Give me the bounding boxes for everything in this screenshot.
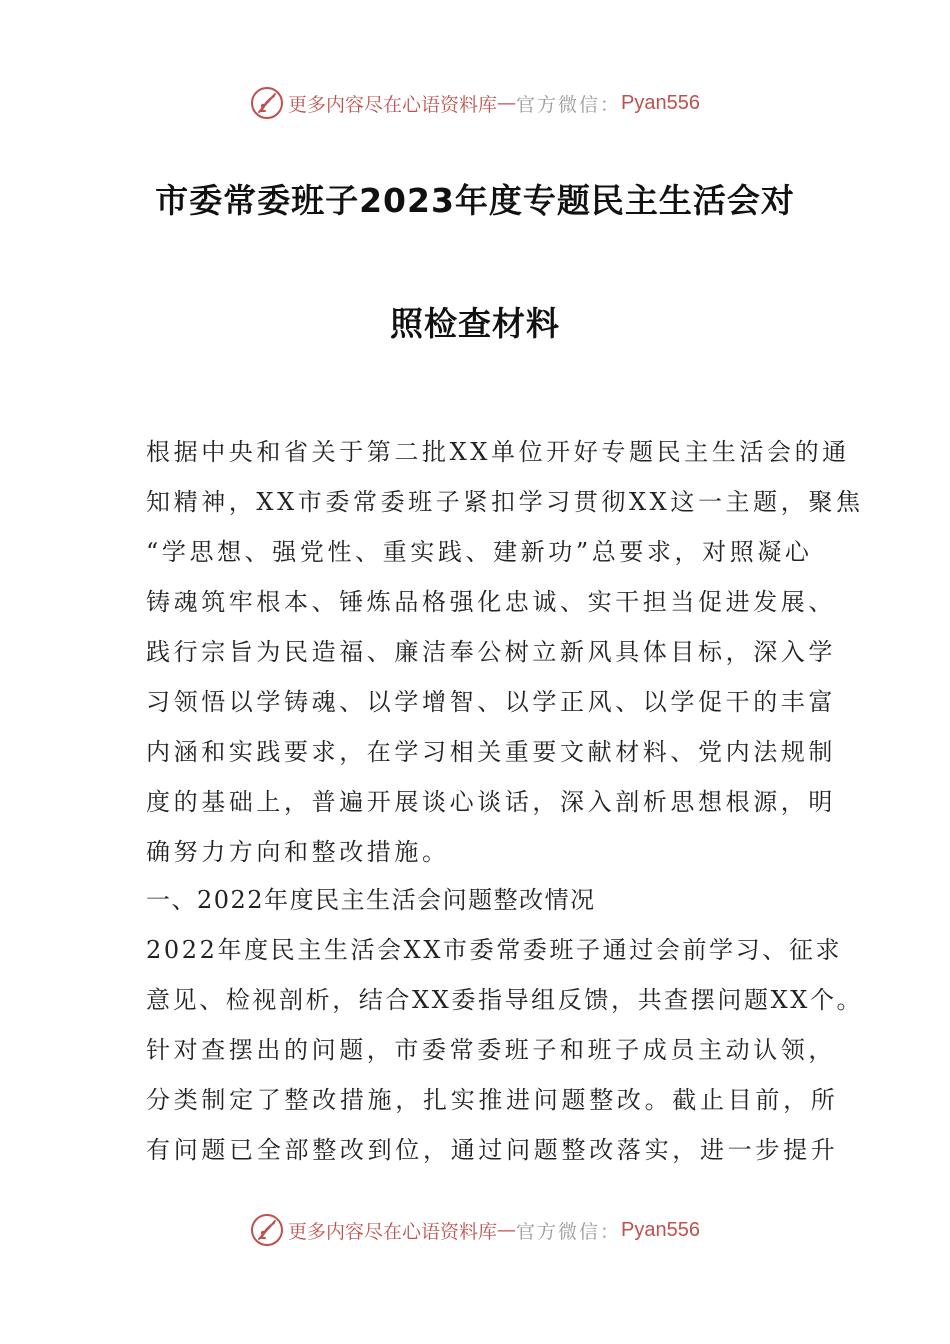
document-title-line-1: 市委常委班子2023年度专题民主生活会对: [155, 181, 795, 220]
watermark-header: [0, 83, 950, 123]
body-line: 根据中央和省关于第二批XX单位开好专题民主生活会的通: [146, 438, 850, 466]
watermark-wechat-id: Pyan556: [621, 91, 700, 114]
watermark-main-text: 更多内容尽在心语资料库: [288, 1220, 498, 1243]
body-line: 确努力方向和整改措施。: [146, 838, 450, 866]
body-line: 有问题已全部整改到位，通过问题整改落实，进一步提升: [146, 1136, 839, 1164]
body-line: 铸魂筑牢根本、锤炼品格强化忠诚、实干担当促进发展、: [146, 588, 836, 616]
body-line: 2022年度民主生活会XX市委常委班子通过会前学习、征求: [146, 936, 843, 964]
body-line: 分类制定了整改措施，扎实推进问题整改。截止目前，所: [146, 1086, 839, 1114]
watermark-footer: [0, 1210, 950, 1250]
section-heading: 一、2022年度民主生活会问题整改情况: [146, 886, 596, 914]
watermark-dash: —: [497, 92, 517, 114]
quill-logo-icon: [250, 1213, 284, 1247]
watermark-official-label: 官方微信：: [516, 1220, 622, 1243]
watermark-official-label: 官方微信：: [516, 93, 622, 116]
body-line: 意见、检视剖析，结合XX委指导组反馈，共查摆问题XX个。: [146, 986, 864, 1014]
watermark-wechat-id: Pyan556: [621, 1218, 700, 1241]
body-line: “学思想、强党性、重实践、建新功”总要求，对照凝心: [146, 538, 813, 566]
watermark-dash: —: [497, 1219, 517, 1241]
body-line: 践行宗旨为民造福、廉洁奉公树立新风具体目标，深入学: [146, 638, 836, 666]
body-line: 度的基础上，普遍开展谈心谈话，深入剖析思想根源，明: [146, 788, 836, 816]
body-line: 知精神，XX市委常委班子紧扣学习贯彻XX这一主题，聚焦: [146, 488, 864, 516]
quill-logo-icon: [250, 86, 284, 120]
document-title-line-2: 照检查材料: [390, 304, 560, 343]
body-line: 习领悟以学铸魂、以学增智、以学正风、以学促干的丰富: [146, 688, 836, 716]
body-line: 内涵和实践要求，在学习相关重要文献材料、党内法规制: [146, 738, 836, 766]
body-line: 针对查摆出的问题，市委常委班子和班子成员主动认领，: [146, 1036, 836, 1064]
watermark-main-text: 更多内容尽在心语资料库: [288, 93, 498, 116]
